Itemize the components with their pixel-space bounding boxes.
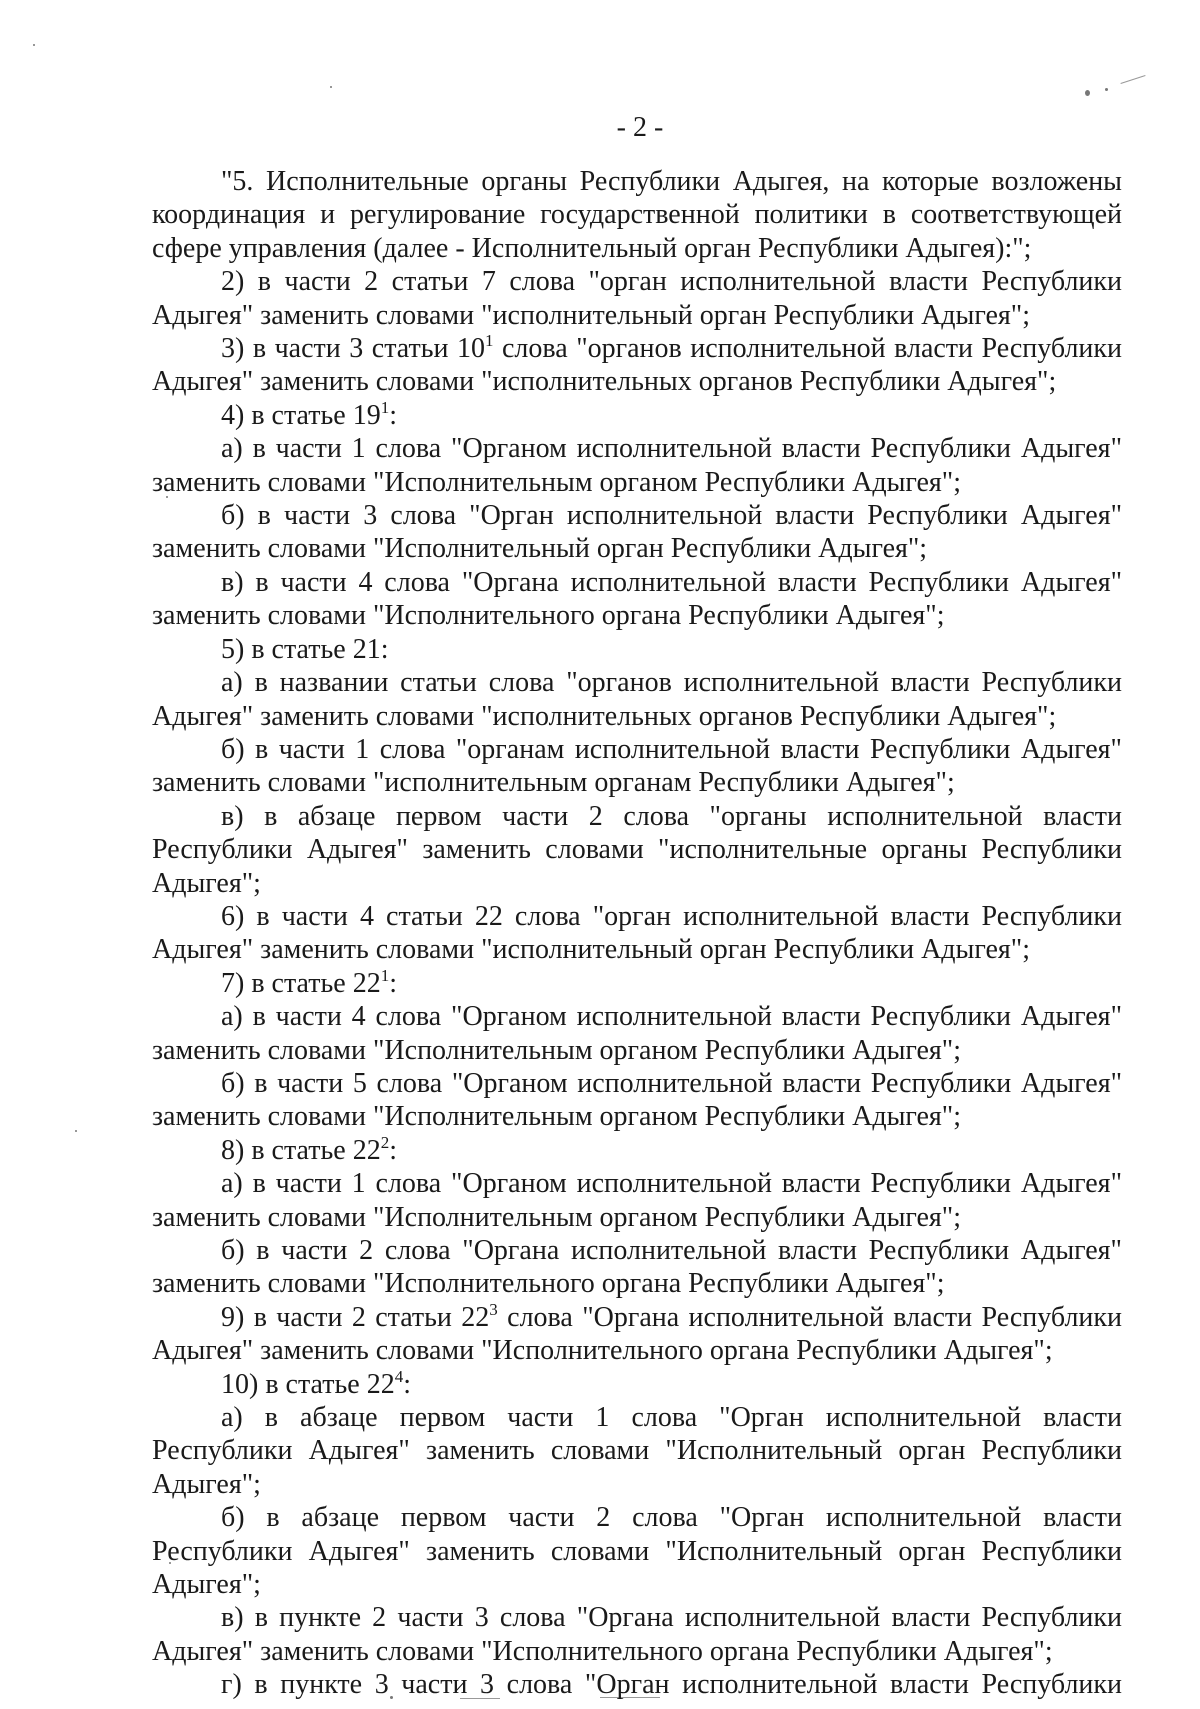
paragraph-text: 4) в статье 19 (221, 399, 381, 431)
paragraph: б) в части 1 слова "органам исполнительной власти Республики Адыгея" заменить словами "исполнительным органам Республики Адыгея"; (152, 733, 1122, 799)
paragraph: а) в абзаце первом части 1 слова "Орган исполнительной власти Республики Адыгея" заменить словами "Исполнительный орган Республики Адыгея"; (152, 1402, 1122, 1500)
paragraph-text: 3) в части 3 статьи 10 (221, 333, 485, 365)
scan-speck (33, 44, 35, 46)
paragraph-text: слова "Органа исполнительной власти Республики Адыгея" заменить словами "Исполнительного органа Республики Адыгея"; (152, 1301, 1122, 1367)
paragraph: 6) в части 4 статьи 22 слова "орган исполнительной власти Республики Адыгея" заменить словами "исполнительный орган Республики Адыгея"; (152, 900, 1122, 966)
paragraph: а) в части 4 слова "Органом исполнительной власти Республики Адыгея" заменить словами "Исполнительным органом Республики Адыгея"; (152, 1001, 1122, 1066)
paragraph (152, 399, 1122, 432)
paragraph: 5) в статье 21: (221, 633, 389, 665)
superscript: 3 (489, 1299, 498, 1319)
paragraph: в) в абзаце первом части 2 слова "органы исполнительной власти Республики Адыгея" заменить словами "исполнительные органы Республики Адыгея"; (152, 800, 1122, 899)
paragraph: а) в части 1 слова "Органом исполнительной власти Республики Адыгея" заменить словами "Исполнительным органом Республики Адыгея"; (152, 433, 1122, 498)
paragraph: 2) в части 2 статьи 7 слова "орган исполнительной власти Республики Адыгея" заменить словами "исполнительный орган Республики Адыгея"; (152, 266, 1122, 331)
scan-speck (330, 86, 332, 88)
scan-speck (1085, 90, 1090, 96)
paragraph-text: 8) в статье 22 (221, 1134, 381, 1166)
paragraph (152, 1368, 1122, 1401)
paragraph: "5. Исполнительные органы Республики Адыгея, на которые возложены координация и регулирование государственной политики в соответствующей сфере управления (далее - Исполнительный орган Республики Адыгея):"; (152, 166, 1122, 264)
paragraph-text: 9) в части 2 статьи 22 (221, 1301, 490, 1333)
paragraph-text: : (389, 1134, 397, 1166)
scan-mark (1120, 75, 1145, 84)
paragraph-text: : (403, 1368, 411, 1400)
paragraph (152, 1301, 1122, 1368)
paragraph: а) в части 1 слова "Органом исполнительной власти Республики Адыгея" заменить словами "Исполнительным органом Республики Адыгея"; (152, 1168, 1122, 1233)
paragraph: в) в пункте 2 части 3 слова "Органа исполнительной власти Республики Адыгея" заменить словами "Исполнительного органа Республики Адыгея"; (152, 1602, 1122, 1667)
paragraph (152, 1134, 1122, 1167)
paragraph: в) в части 4 слова "Органа исполнительной власти Республики Адыгея" заменить словами "Исполнительного органа Республики Адыгея"; (152, 566, 1122, 632)
paragraph (152, 332, 1122, 399)
superscript: 1 (380, 965, 390, 985)
page-number: - 2 - (616, 112, 664, 143)
paragraph: б) в части 3 слова "Орган исполнительной власти Республики Адыгея" заменить словами "Исполнительный орган Республики Адыгея"; (152, 500, 1122, 565)
paragraph: г) в пункте 3 части 3 слова "Орган исполнительной власти Республики (221, 1669, 1122, 1701)
superscript: 1 (484, 331, 494, 351)
scan-speck (75, 1130, 77, 1132)
paragraph: б) в абзаце первом части 2 слова "Орган исполнительной власти Республики Адыгея" заменить словами "Исполнительный орган Республики Адыгея"; (152, 1502, 1122, 1601)
paragraph: б) в части 5 слова "Органом исполнительной власти Республики Адыгея" заменить словами "Исполнительным органом Республики Адыгея"; (152, 1067, 1122, 1133)
paragraph-text: : (389, 967, 397, 999)
paragraph-text: слова "органов исполнительной власти Республики Адыгея" заменить словами "исполнительных органов Республики Адыгея"; (152, 333, 1122, 398)
superscript: 1 (380, 397, 390, 417)
superscript: 2 (380, 1132, 390, 1152)
document-body (152, 165, 1122, 1702)
scan-speck (1105, 88, 1108, 91)
paragraph: б) в части 2 слова "Органа исполнительной власти Республики Адыгея" заменить словами "Исполнительного органа Республики Адыгея"; (152, 1235, 1122, 1300)
superscript: 4 (394, 1366, 404, 1386)
paragraph-text: 7) в статье 22 (221, 967, 381, 999)
paragraph-text: : (389, 399, 397, 431)
paragraph: а) в названии статьи слова "органов исполнительной власти Республики Адыгея" заменить словами "исполнительных органов Республики Адыгея"; (152, 667, 1122, 732)
paragraph-text: 10) в статье 22 (221, 1368, 395, 1400)
paragraph (152, 967, 1122, 1000)
